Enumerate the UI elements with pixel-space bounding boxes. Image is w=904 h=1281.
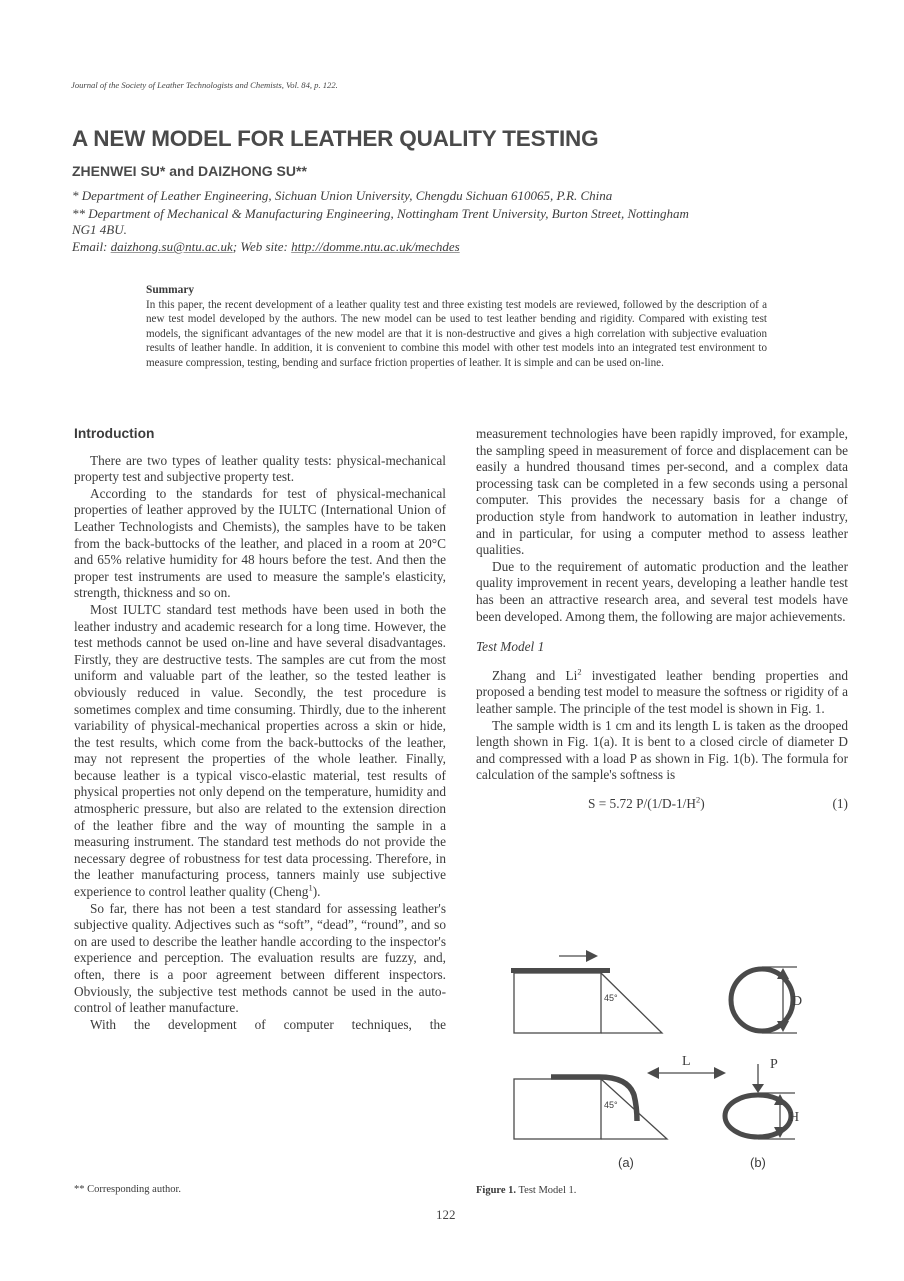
label-L: L: [682, 1054, 691, 1069]
affiliation-2-cont: NG1 4BU.: [72, 222, 127, 237]
equation-exponent: 2: [695, 794, 701, 805]
contact-line: [72, 239, 460, 255]
reference-marker: 2: [577, 666, 582, 677]
summary-block: [146, 283, 767, 371]
figure-1-diagram: [500, 935, 860, 1175]
subfigure-label-b: (b): [750, 1155, 766, 1170]
reference-marker: 1: [308, 882, 313, 893]
email-link[interactable]: daizhong.su@ntu.ac.uk: [110, 239, 233, 254]
subfigure-label-a: (a): [618, 1155, 634, 1170]
affiliation-2: ** Department of Mechanical & Manufacturing Engineering, Nottingham Trent University, Burton Street, Nottingham: [72, 206, 689, 221]
equation-row: [476, 796, 848, 813]
equation-number: (1): [832, 795, 848, 811]
email-label: Email:: [72, 239, 111, 254]
label-P: P: [770, 1057, 778, 1072]
right-column: [476, 426, 848, 812]
contact-separator: ;: [232, 239, 241, 254]
article-authors: ZHENWEI SU* and DAIZHONG SU**: [72, 163, 307, 179]
intro-paragraph-cont: measurement technologies have been rapidly improved, for example, the sampling speed in measurement of force and displacement can be easily a hundred thousand times per-second, and a complex data processing task can be completed in a few seconds using a personal computer. This provides the necessary basis for a change of production style from handwork to automation in leather industry, and in particular, for using a computer method to assess leather qualities.: [476, 426, 848, 558]
article-title: A NEW MODEL FOR LEATHER QUALITY TESTING: [72, 126, 599, 151]
figure-1: [500, 935, 860, 1175]
page-number: 122: [436, 1207, 456, 1222]
diameter-arrow: [777, 968, 789, 1032]
introduction-heading: Introduction: [74, 426, 155, 441]
summary-heading: Summary: [146, 284, 195, 296]
test-model-paragraph: [476, 668, 848, 718]
incline-top: [601, 973, 662, 1033]
running-head: Journal of the Society of Leather Technologists and Chemists, Vol. 84, p. 122.: [71, 80, 338, 90]
softness-equation: [588, 796, 705, 813]
intro-paragraph: Due to the requirement of automatic production and the leather quality improvement in recent years, developing a leather handle test has been an attractive research area, and several test models have been developed. Among them, the following are major achievements.: [476, 558, 848, 624]
equation-left: S = 5.72 P/(1/D-1/H: [588, 795, 696, 811]
platform-block-top: [514, 973, 601, 1033]
figure-caption: [476, 1185, 576, 1196]
label-H: H: [789, 1110, 800, 1125]
intro-paragraph-text: Most IULTC standard test methods have been used in both the leather industry and academic research for a long time. However, the test methods cannot be used on-line and have several disadvantages. Firstly, they are destructive tests. The samples are cut from the most uniform and valuable part of the leather, so the tested leather is obviously reduced in value. Secondly, the test procedure is sometimes complex and time consuming. Thirdly, due to the inherent variability of physical-mechanical properties across a skin or hide, the test results, which come from the back-buttocks of the leather, may not represent the properties of the whole leather. Finally, because leather is a typical visco-elastic material, test results of physical properties not only depend on the temperature, humidity and atmospheric pressure, but also are related to the extension direction of the leather fibre and the way of mounting the sample in a measuring instrument. The standard test methods do not provide the necessary degree of robustness for test data processing. Therefore, in the leather manufacturing process, tanners mainly use subjective experience to control leather quality (Cheng: [74, 601, 446, 900]
sample-strip-drooped: [551, 1077, 637, 1121]
load-arrow: [752, 1064, 764, 1093]
push-arrow: [559, 950, 598, 962]
figure-caption-text: Test Model 1.: [516, 1185, 577, 1196]
web-label: Web site:: [240, 239, 292, 254]
paragraph-rest: investigated leather bending properties and proposed a bending test model to measure the softness or rigidity of a leather sample. The principle of the test model is shown in Fig. 1.: [476, 667, 848, 716]
sample-strip-flat: [511, 968, 610, 973]
paragraph-start: Zhang and Li: [492, 667, 578, 683]
intro-paragraph: So far, there has not been a test standard for assessing leather's subjective quality. Adjectives such as “soft”, “dead”, “round”, and so on are used to describe the leather handle according to the inspector's experience and perception. The evaluation results are fuzzy, and, often, there is a poor agreement between different inspectors. Obviously, the subjective test methods cannot be used in the auto-control of leather manufacture.: [74, 900, 446, 1016]
label-D: D: [792, 994, 803, 1009]
test-model-1-heading: Test Model 1: [476, 639, 545, 655]
summary-text: In this paper, the recent development of a leather quality test and three existing test models are reviewed, followed by the description of a new test model developed by the authors. The new model can be used to test leather bending and rigidity. Compared with existing test models, the significant advantages of the new model are that it is non-destructive and gives a high correlation with subjective evaluation results of leather handle. In addition, it is convenient to combine this model with other test models into an integrated test environment to measure compression, testing, bending and surface friction properties of leather. It is simple and can be used on-line.: [146, 298, 767, 369]
equation-right: ): [700, 795, 705, 811]
left-column: [74, 426, 446, 1033]
intro-paragraph-tail: ).: [312, 884, 321, 900]
test-model-paragraph: The sample width is 1 cm and its length L is taken as the drooped length shown in Fig. 1(a). It is bent to a closed circle of diameter D and compressed with a load P as shown in Fig. 1(b). The formula for calculation of the sample's softness is: [476, 717, 848, 783]
figure-caption-label: Figure 1.: [476, 1185, 517, 1196]
footnote: ** Corresponding author.: [74, 1184, 182, 1195]
intro-paragraph: [74, 602, 446, 901]
website-link[interactable]: http://domme.ntu.ac.uk/mechdes: [291, 239, 460, 254]
angle-label-top: 45°: [604, 993, 618, 1003]
affiliation-1: * Department of Leather Engineering, Sichuan Union University, Chengdu Sichuan 610065, P.R. China: [72, 188, 613, 203]
angle-label-bottom: 45°: [604, 1100, 618, 1110]
intro-paragraph: According to the standards for test of physical-mechanical properties of leather approved by the IULTC (International Union of Leather Technologists and Chemists), the samples have to be taken from the back-buttocks of the leather, and placed in a room at 20°C and 65% relative humidity for 48 hours before the test. And then the proper test instruments are used to measure the sample's elasticity, strength, thickness and so on.: [74, 485, 446, 601]
intro-paragraph: There are two types of leather quality tests: physical-mechanical property test and subjective property test.: [74, 452, 446, 485]
intro-paragraph: With the development of computer techniques, the: [90, 1016, 446, 1032]
platform-block-bottom: [514, 1079, 601, 1139]
